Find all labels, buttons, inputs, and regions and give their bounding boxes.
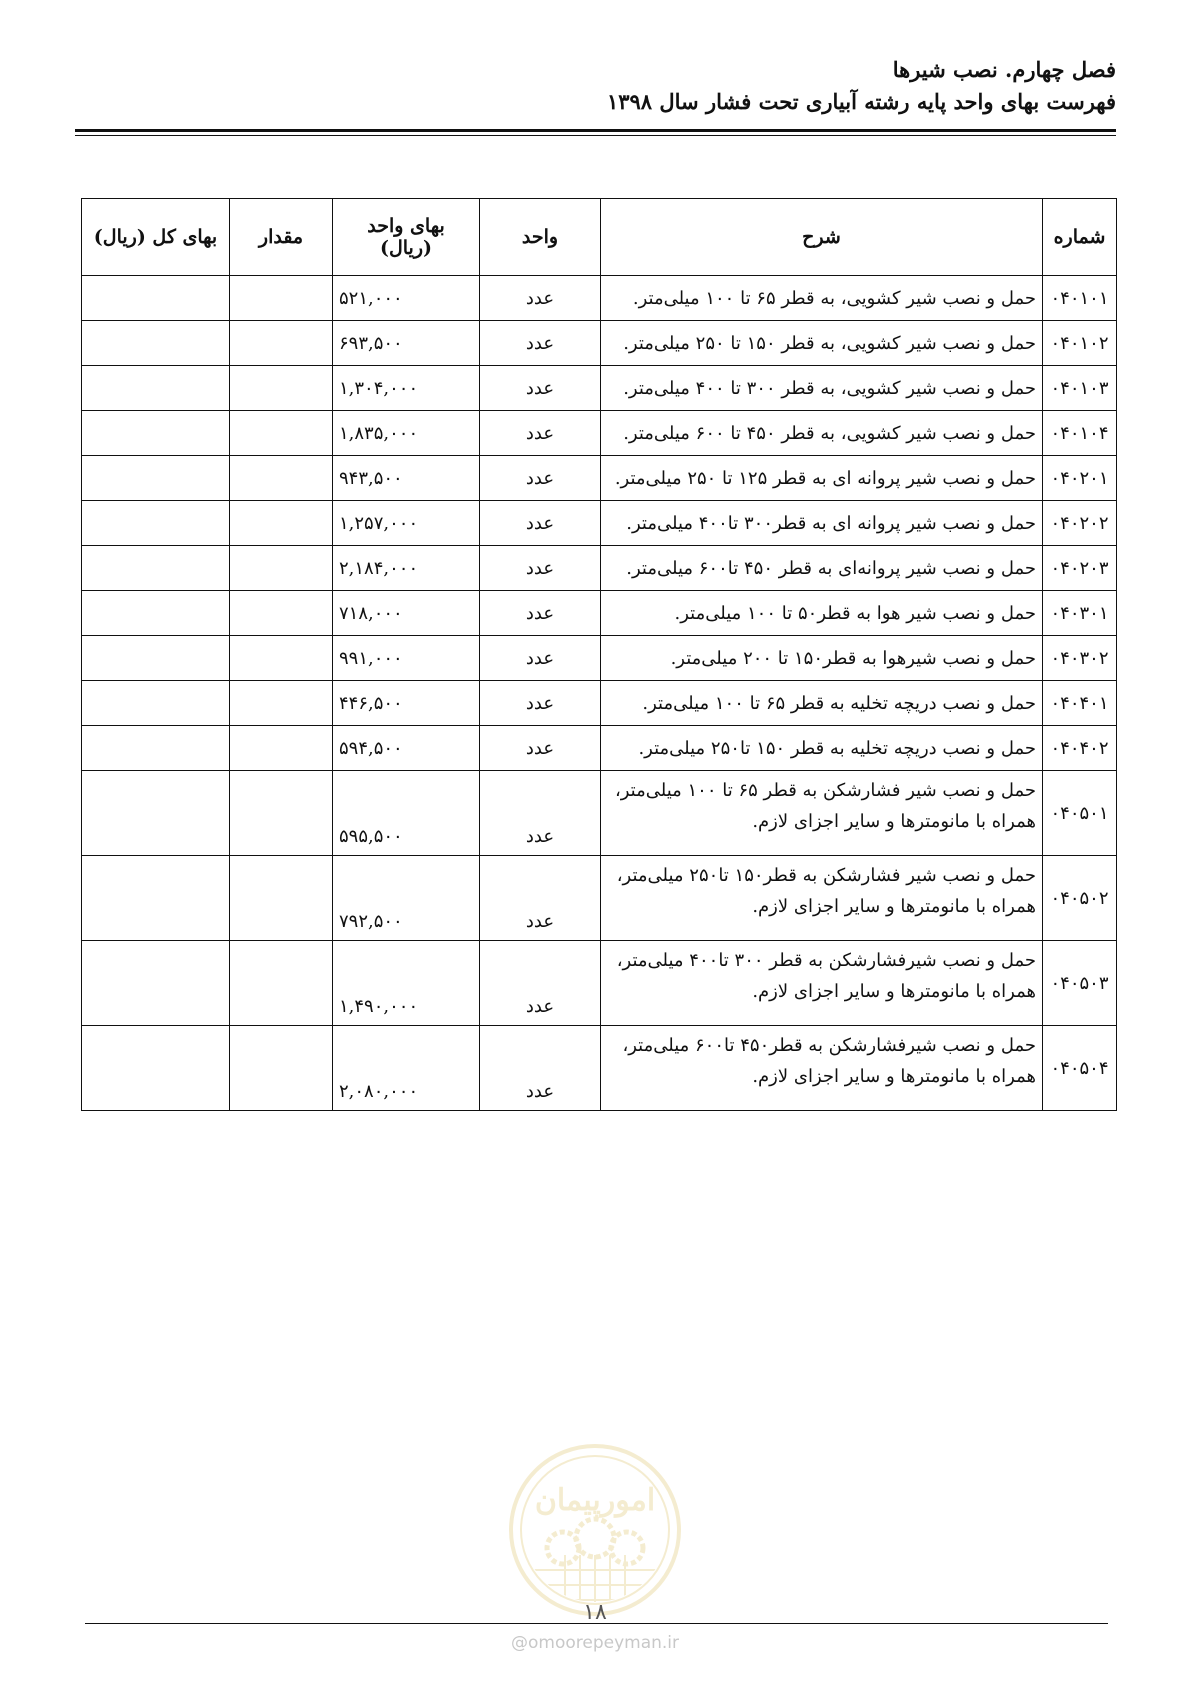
item-description	[601, 1026, 1043, 1111]
website-watermark: @omoorepeyman.ir	[510, 1633, 680, 1653]
table-row	[82, 726, 1117, 771]
item-description	[601, 501, 1043, 546]
item-description-line: حمل و نصب شیر فشارشکن به قطر ۶۵ تا ۱۰۰ میلی‌متر،	[614, 780, 1036, 801]
item-total-price	[82, 366, 230, 411]
item-unit-price: ۵۹۴,۵۰۰	[333, 726, 480, 771]
table-row	[82, 321, 1117, 366]
table-header-row	[82, 199, 1117, 276]
table-body	[82, 276, 1117, 1111]
table-row	[82, 456, 1117, 501]
item-quantity	[230, 771, 333, 856]
item-number: ۰۴۰۲۰۲	[1043, 501, 1117, 546]
item-number: ۰۴۰۴۰۲	[1043, 726, 1117, 771]
item-description	[601, 591, 1043, 636]
item-unit-price: ۵۹۵,۵۰۰	[333, 771, 480, 856]
omoorepeyman-logo-watermark	[505, 1440, 685, 1620]
item-quantity	[230, 941, 333, 1026]
table-row	[82, 366, 1117, 411]
item-unit: عدد	[480, 276, 601, 321]
item-description	[601, 366, 1043, 411]
item-unit-price: ۲,۱۸۴,۰۰۰	[333, 546, 480, 591]
item-quantity	[230, 366, 333, 411]
item-description-line: حمل و نصب شیر پروانه‌ای به قطر ۴۵۰ تا۶۰۰ میلی‌متر.	[626, 557, 1036, 579]
header-rule-thin	[75, 135, 1116, 136]
item-unit-price: ۱,۸۳۵,۰۰۰	[333, 411, 480, 456]
column-header-number: شماره	[1043, 199, 1117, 276]
price-list-table	[81, 198, 1117, 1111]
item-unit: عدد	[480, 681, 601, 726]
item-number: ۰۴۰۱۰۲	[1043, 321, 1117, 366]
item-unit-price: ۷۱۸,۰۰۰	[333, 591, 480, 636]
item-total-price	[82, 636, 230, 681]
item-quantity	[230, 856, 333, 941]
item-unit-price: ۲,۰۸۰,۰۰۰	[333, 1026, 480, 1111]
item-quantity	[230, 456, 333, 501]
table-row	[82, 591, 1117, 636]
item-unit-price: ۱,۲۵۷,۰۰۰	[333, 501, 480, 546]
item-quantity	[230, 411, 333, 456]
item-number: ۰۴۰۱۰۱	[1043, 276, 1117, 321]
item-total-price	[82, 501, 230, 546]
item-unit: عدد	[480, 856, 601, 941]
item-quantity	[230, 546, 333, 591]
item-number: ۰۴۰۴۰۱	[1043, 681, 1117, 726]
item-total-price	[82, 411, 230, 456]
item-description-line: حمل و نصب شیرهوا به قطر۱۵۰ تا ۲۰۰ میلی‌متر.	[670, 647, 1036, 669]
column-header-unit-price	[333, 199, 480, 276]
page-number: ۱۸	[583, 1600, 607, 1625]
item-description	[601, 456, 1043, 501]
item-description-line: حمل و نصب شیر کشویی، به قطر ۱۵۰ تا ۲۵۰ میلی‌متر.	[623, 332, 1036, 354]
item-description	[601, 321, 1043, 366]
item-description-line: همراه با مانومترها و سایر اجزای لازم.	[752, 1066, 1036, 1087]
item-description-line: حمل و نصب شیر پروانه ای به قطر ۱۲۵ تا ۲۵۰ میلی‌متر.	[614, 467, 1036, 489]
item-number: ۰۴۰۱۰۳	[1043, 366, 1117, 411]
column-header-unit: واحد	[480, 199, 601, 276]
item-number: ۰۴۰۱۰۴	[1043, 411, 1117, 456]
item-description-line: حمل و نصب شیر پروانه ای به قطر۳۰۰ تا۴۰۰ میلی‌متر.	[626, 512, 1036, 534]
header-rule-thick	[75, 129, 1116, 132]
item-description	[601, 726, 1043, 771]
item-unit: عدد	[480, 501, 601, 546]
item-total-price	[82, 456, 230, 501]
item-description-line: همراه با مانومترها و سایر اجزای لازم.	[752, 981, 1036, 1002]
table-row	[82, 941, 1117, 1026]
item-unit-price: ۹۴۳,۵۰۰	[333, 456, 480, 501]
item-unit-price: ۱,۴۹۰,۰۰۰	[333, 941, 480, 1026]
chapter-title: فصل چهارم. نصب شیرها	[892, 57, 1116, 82]
item-number: ۰۴۰۳۰۲	[1043, 636, 1117, 681]
column-header-quantity: مقدار	[230, 199, 333, 276]
item-quantity	[230, 1026, 333, 1111]
item-description-line: حمل و نصب شیرفشارشکن به قطر۴۵۰ تا۶۰۰ میلی‌متر،	[622, 1035, 1036, 1056]
item-description-line: همراه با مانومترها و سایر اجزای لازم.	[752, 896, 1036, 917]
item-unit: عدد	[480, 321, 601, 366]
item-description	[601, 276, 1043, 321]
item-total-price	[82, 276, 230, 321]
item-number: ۰۴۰۵۰۳	[1043, 941, 1117, 1026]
item-description-line: حمل و نصب شیرفشارشکن به قطر ۳۰۰ تا۴۰۰ میلی‌متر،	[616, 950, 1036, 971]
item-unit: عدد	[480, 456, 601, 501]
item-unit-price: ۷۹۲,۵۰۰	[333, 856, 480, 941]
item-description-line: همراه با مانومترها و سایر اجزای لازم.	[752, 811, 1036, 832]
item-unit: عدد	[480, 366, 601, 411]
item-number: ۰۴۰۵۰۱	[1043, 771, 1117, 856]
item-total-price	[82, 681, 230, 726]
item-quantity	[230, 591, 333, 636]
item-unit: عدد	[480, 771, 601, 856]
column-header-description: شرح	[601, 199, 1043, 276]
item-quantity	[230, 681, 333, 726]
item-unit-price: ۴۴۶,۵۰۰	[333, 681, 480, 726]
page-header	[75, 55, 1116, 117]
item-description-line: حمل و نصب شیر کشویی، به قطر ۳۰۰ تا ۴۰۰ میلی‌متر.	[623, 377, 1036, 399]
item-description-line: حمل و نصب شیر هوا به قطر۵۰ تا ۱۰۰ میلی‌متر.	[674, 602, 1036, 624]
item-number: ۰۴۰۳۰۱	[1043, 591, 1117, 636]
item-description-line: حمل و نصب شیر فشارشکن به قطر۱۵۰ تا۲۵۰ میلی‌متر،	[616, 865, 1036, 886]
item-total-price	[82, 1026, 230, 1111]
item-quantity	[230, 321, 333, 366]
item-number: ۰۴۰۲۰۳	[1043, 546, 1117, 591]
item-unit-price: ۱,۳۰۴,۰۰۰	[333, 366, 480, 411]
item-description	[601, 771, 1043, 856]
item-description	[601, 636, 1043, 681]
item-description-line: حمل و نصب دریچه تخلیه به قطر ۶۵ تا ۱۰۰ میلی‌متر.	[642, 692, 1036, 714]
table-row	[82, 681, 1117, 726]
table-row	[82, 771, 1117, 856]
item-total-price	[82, 726, 230, 771]
table-row	[82, 1026, 1117, 1111]
item-unit-price: ۹۹۱,۰۰۰	[333, 636, 480, 681]
item-description	[601, 941, 1043, 1026]
item-total-price	[82, 546, 230, 591]
watermark-text: امورپیمان	[534, 1483, 656, 1518]
unit-price-label: بهای واحد	[367, 215, 445, 237]
item-quantity	[230, 636, 333, 681]
item-total-price	[82, 771, 230, 856]
item-total-price	[82, 321, 230, 366]
item-unit: عدد	[480, 636, 601, 681]
item-description-line: حمل و نصب شیر کشویی، به قطر ۴۵۰ تا ۶۰۰ میلی‌متر.	[623, 422, 1036, 444]
table-row	[82, 411, 1117, 456]
item-unit: عدد	[480, 591, 601, 636]
table-row	[82, 856, 1117, 941]
table-row	[82, 501, 1117, 546]
item-total-price	[82, 591, 230, 636]
item-quantity	[230, 501, 333, 546]
document-title: فهرست بهای واحد پایه رشته آبیاری تحت فشار سال ۱۳۹۸	[606, 89, 1116, 114]
item-description	[601, 546, 1043, 591]
item-total-price	[82, 856, 230, 941]
item-unit: عدد	[480, 546, 601, 591]
item-unit: عدد	[480, 726, 601, 771]
item-description-line: حمل و نصب دریچه تخلیه به قطر ۱۵۰ تا۲۵۰ میلی‌متر.	[638, 737, 1036, 759]
unit-price-currency: (ریال)	[379, 237, 433, 259]
table-row	[82, 276, 1117, 321]
item-unit-price: ۶۹۳,۵۰۰	[333, 321, 480, 366]
item-description	[601, 681, 1043, 726]
item-description-line: حمل و نصب شیر کشویی، به قطر ۶۵ تا ۱۰۰ میلی‌متر.	[632, 287, 1036, 309]
table-row	[82, 636, 1117, 681]
item-description	[601, 411, 1043, 456]
column-header-total-price: بهای کل (ریال)	[82, 199, 230, 276]
item-description	[601, 856, 1043, 941]
item-quantity	[230, 276, 333, 321]
item-number: ۰۴۰۵۰۲	[1043, 856, 1117, 941]
item-quantity	[230, 726, 333, 771]
footer-rule	[85, 1623, 1108, 1624]
item-unit-price: ۵۲۱,۰۰۰	[333, 276, 480, 321]
item-total-price	[82, 941, 230, 1026]
item-number: ۰۴۰۲۰۱	[1043, 456, 1117, 501]
item-unit: عدد	[480, 941, 601, 1026]
table-row	[82, 546, 1117, 591]
item-number: ۰۴۰۵۰۴	[1043, 1026, 1117, 1111]
item-unit: عدد	[480, 1026, 601, 1111]
item-unit: عدد	[480, 411, 601, 456]
